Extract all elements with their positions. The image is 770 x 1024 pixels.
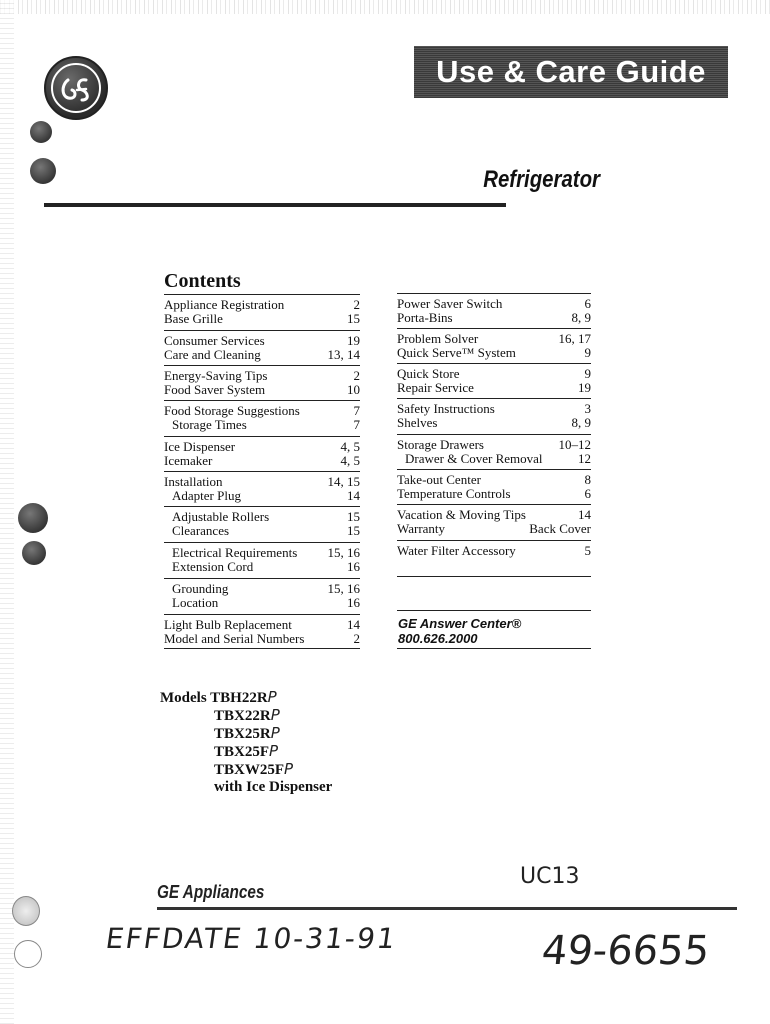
contents-entry: [397, 452, 591, 466]
contents-entry-page: 14: [347, 488, 360, 503]
contents-entry-page: 3: [584, 401, 591, 416]
contents-entry-page: 19: [578, 380, 591, 395]
handwritten-effective-date: EFFDATE 10-31-91: [103, 922, 400, 955]
contents-entry: [397, 544, 591, 558]
contents-entry-page: 4, 5: [340, 453, 360, 468]
contents-divider: [164, 471, 360, 472]
contents-divider: [397, 469, 591, 470]
contents-entry-page: 8, 9: [571, 415, 591, 430]
contents-divider: [397, 576, 591, 577]
contents-divider: [397, 363, 591, 364]
contents-divider: [164, 294, 360, 295]
contents-entry-page: 16, 17: [558, 331, 591, 346]
contents-entry-page: 4, 5: [340, 439, 360, 454]
contents-entry-page: 14, 15: [327, 474, 360, 489]
contents-group: [397, 297, 591, 325]
contents-entry-label: Water Filter Accessory: [397, 543, 516, 558]
model-row: [160, 760, 332, 778]
contents-entry-page: 2: [353, 297, 360, 312]
ge-monogram-icon: [46, 58, 106, 118]
contents-heading: Contents: [164, 270, 241, 292]
scan-noise-top: [0, 0, 770, 14]
model-handwritten-suffix: P: [284, 760, 294, 778]
contents-entry-label: Location: [172, 595, 219, 610]
contents-entry: [164, 348, 360, 362]
model-number: TBX25F: [214, 744, 270, 760]
model-number: TBXW25F: [214, 762, 285, 778]
contents-entry-label: Light Bulb Replacement: [164, 617, 292, 632]
contents-entry: [397, 381, 591, 395]
contents-entry-page: 15: [347, 509, 360, 524]
contents-entry-page: 9: [584, 366, 591, 381]
contents-divider: [397, 504, 591, 505]
contents-entry-label: Base Grille: [164, 311, 223, 326]
contents-entry-page: 14: [578, 507, 591, 522]
model-row: [160, 688, 332, 706]
contents-entry: [164, 418, 360, 432]
contents-entry: [397, 438, 591, 452]
contents-entry-label: Quick Store: [397, 366, 460, 381]
model-handwritten-suffix: P: [269, 742, 279, 760]
contents-entry-label: Shelves: [397, 415, 438, 430]
contents-group: [164, 404, 360, 432]
contents-group: [164, 582, 360, 610]
answer-center-label: GE Answer Center®: [398, 616, 522, 631]
models-suffix: with Ice Dispenser: [214, 779, 333, 795]
contents-entry-label: Power Saver Switch: [397, 296, 503, 311]
contents-entry: [164, 440, 360, 454]
contents-entry: [397, 367, 591, 381]
contents-entry-page: 15, 16: [327, 545, 360, 560]
contents-entry-label: Repair Service: [397, 380, 474, 395]
contents-entry-label: Problem Solver: [397, 331, 479, 346]
contents-entry: [164, 383, 360, 397]
contents-divider: [164, 542, 360, 543]
model-number: TBH22R: [210, 690, 268, 706]
contents-entry-label: Grounding: [172, 581, 229, 596]
contents-entry-label: Energy-Saving Tips: [164, 368, 268, 383]
contents-entry-page: 2: [353, 368, 360, 383]
contents-divider: [397, 293, 591, 294]
contents-entry-label: Porta-Bins: [397, 310, 453, 325]
contents-entry-page: 8, 9: [571, 310, 591, 325]
contents-entry-label: Food Storage Suggestions: [164, 403, 300, 418]
contents-group: [164, 369, 360, 397]
contents-entry: [164, 560, 360, 574]
guide-title: Use & Care Guide: [436, 54, 706, 89]
contents-divider: [164, 330, 360, 331]
contents-group: [397, 473, 591, 501]
model-number: TBX22R: [214, 708, 271, 724]
contents-group: [164, 298, 360, 326]
contents-entry-label: Care and Cleaning: [164, 347, 261, 362]
contents-entry-label: Food Saver System: [164, 382, 266, 397]
contents-divider: [164, 436, 360, 437]
contents-entry-page: 6: [584, 296, 591, 311]
contents-group: [164, 618, 360, 646]
scan-noise-left: [0, 0, 14, 1024]
binder-hole: [30, 158, 56, 184]
ring-mark: [14, 940, 42, 968]
contents-divider: [164, 648, 360, 649]
header-rule: [44, 203, 506, 207]
contents-entry-page: 7: [353, 403, 360, 418]
contents-entry: [164, 632, 360, 646]
contents-entry: [164, 489, 360, 503]
contents-entry-page: Back Cover: [529, 521, 591, 536]
binder-hole: [22, 541, 46, 565]
contents-entry-page: 9: [584, 345, 591, 360]
contents-divider: [397, 328, 591, 329]
contents-entry-page: 13, 14: [327, 347, 360, 362]
contents-entry-page: 5: [584, 543, 591, 558]
contents-entry-page: 2: [353, 631, 360, 646]
contents-entry: [397, 487, 591, 501]
contents-group: [164, 475, 360, 503]
contents-group: [164, 546, 360, 574]
contents-entry: [164, 454, 360, 468]
contents-entry-page: 15, 16: [327, 581, 360, 596]
contents-entry-page: 12: [578, 451, 591, 466]
contents-entry-label: Storage Drawers: [397, 437, 484, 452]
contents-entry: [164, 524, 360, 538]
contents-group: [164, 440, 360, 468]
contents-entry-page: 15: [347, 523, 360, 538]
contents-entry: [397, 416, 591, 430]
contents-divider: [164, 365, 360, 366]
footer-brand: GE Appliances: [157, 882, 265, 902]
contents-entry: [397, 473, 591, 487]
contents-entry-label: Storage Times: [172, 417, 247, 432]
model-row: [160, 742, 332, 760]
ge-logo: [44, 56, 108, 120]
contents-entry-page: 16: [347, 595, 360, 610]
contents-entry: [164, 298, 360, 312]
model-handwritten-suffix: P: [267, 688, 277, 706]
contents-divider: [397, 540, 591, 541]
contents-divider: [164, 506, 360, 507]
contents-entry: [164, 510, 360, 524]
contents-entry-label: Safety Instructions: [397, 401, 495, 416]
contents-entry-label: Installation: [164, 474, 223, 489]
model-handwritten-suffix: P: [270, 706, 280, 724]
contents-divider: [397, 434, 591, 435]
model-row: [160, 724, 332, 742]
contents-entry: [164, 596, 360, 610]
contents-divider: [397, 610, 591, 611]
contents-group: [397, 332, 591, 360]
contents-entry-page: 14: [347, 617, 360, 632]
model-row: [160, 706, 332, 724]
contents-entry-page: 7: [353, 417, 360, 432]
contents-entry: [164, 404, 360, 418]
contents-entry: [397, 297, 591, 311]
contents-entry-label: Clearances: [172, 523, 230, 538]
models-block: [160, 688, 332, 796]
contents-entry-page: 8: [584, 472, 591, 487]
contents-entry: [164, 334, 360, 348]
contents-entry-label: Model and Serial Numbers: [164, 631, 305, 646]
contents-entry-page: 15: [347, 311, 360, 326]
contents-entry-label: Icemaker: [164, 453, 213, 468]
contents-divider: [164, 400, 360, 401]
contents-entry-label: Extension Cord: [172, 559, 254, 574]
contents-entry-page: 16: [347, 559, 360, 574]
contents-entry-label: Warranty: [397, 521, 446, 536]
model-handwritten-suffix: P: [270, 724, 280, 742]
contents-group: [397, 544, 591, 558]
contents-group: [397, 508, 591, 536]
contents-entry-page: 10: [347, 382, 360, 397]
contents-entry-page: 19: [347, 333, 360, 348]
contents-entry: [397, 346, 591, 360]
binder-hole: [30, 121, 52, 143]
contents-group: [164, 510, 360, 538]
contents-entry: [164, 618, 360, 632]
contents-entry-label: Consumer Services: [164, 333, 265, 348]
contents-entry-label: Quick Serve™ System: [397, 345, 516, 360]
contents-divider: [397, 648, 591, 649]
contents-entry: [397, 332, 591, 346]
contents-group: [397, 402, 591, 430]
contents-entry-label: Drawer & Cover Removal: [405, 451, 543, 466]
product-name: Refrigerator: [483, 166, 600, 193]
contents-entry-label: Ice Dispenser: [164, 439, 236, 454]
footer-rule: [157, 907, 737, 910]
contents-entry: [164, 475, 360, 489]
handwritten-code: UC13: [520, 864, 580, 889]
handwritten-publication-number: 49-6655: [539, 928, 712, 974]
contents-entry-page: 6: [584, 486, 591, 501]
contents-entry: [164, 312, 360, 326]
contents-divider: [397, 398, 591, 399]
model-number: TBX25R: [214, 726, 271, 742]
contents-entry-label: Appliance Registration: [164, 297, 285, 312]
contents-entry: [397, 402, 591, 416]
contents-entry: [397, 311, 591, 325]
contents-entry-label: Electrical Requirements: [172, 545, 298, 560]
binder-hole: [18, 503, 48, 533]
contents-group: [397, 367, 591, 395]
contents-group: [164, 334, 360, 362]
contents-entry-label: Take-out Center: [397, 472, 481, 487]
contents-entry-label: Adapter Plug: [172, 488, 241, 503]
contents-entry-page: 10–12: [558, 437, 591, 452]
answer-center-phone: 800.626.2000: [398, 631, 478, 646]
models-prefix: Models: [160, 690, 207, 706]
contents-entry-label: Temperature Controls: [397, 486, 511, 501]
contents-entry: [397, 522, 591, 536]
contents-entry: [164, 546, 360, 560]
seal-mark: [12, 896, 40, 926]
contents-group: [397, 438, 591, 466]
contents-entry: [397, 508, 591, 522]
contents-entry: [164, 369, 360, 383]
contents-divider: [164, 614, 360, 615]
contents-entry: [164, 582, 360, 596]
contents-entry-label: Adjustable Rollers: [172, 509, 270, 524]
contents-entry-label: Vacation & Moving Tips: [397, 507, 526, 522]
contents-divider: [164, 578, 360, 579]
